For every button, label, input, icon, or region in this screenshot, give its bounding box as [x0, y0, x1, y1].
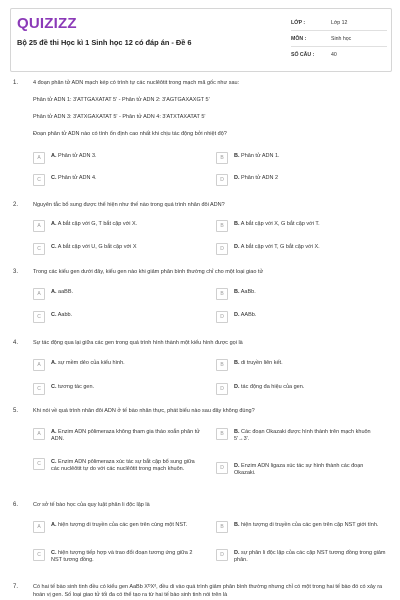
- question-text: Trong các kiểu gen dưới đây, kiểu gen nào khi giảm phân bình thường chỉ cho một loại giao tử: [33, 269, 264, 275]
- meta-count-value: 40: [331, 51, 337, 58]
- meta-subject-label: MÔN :: [291, 35, 307, 42]
- option-letter-box: A: [33, 428, 45, 440]
- option-letter-box: D: [216, 383, 228, 395]
- option-key: B.: [234, 522, 240, 528]
- option-d[interactable]: [216, 310, 386, 323]
- option-text: Các đoạn Okazaki được hình thành trên mạch khuôn 5'→3'.: [234, 429, 371, 442]
- option-letter-box: B: [216, 359, 228, 371]
- option-text: Phân tử ADN 4.: [58, 175, 97, 181]
- option-key: D.: [234, 384, 240, 390]
- option-a[interactable]: [33, 520, 203, 542]
- option-d[interactable]: [216, 242, 386, 255]
- option-text: AABb.: [240, 312, 257, 318]
- option-a[interactable]: [33, 358, 203, 371]
- option-a[interactable]: [33, 219, 203, 232]
- option-letter-box: B: [216, 220, 228, 232]
- worksheet-meta: [291, 15, 387, 62]
- option-b[interactable]: [216, 219, 386, 232]
- question-line: Phân tử ADN 3: 3'ATXGAXATAT 5' - Phân tử ADN 4: 3'ATXTAXATAT 5': [33, 114, 206, 120]
- option-letter-box: C: [33, 458, 45, 470]
- option-d[interactable]: [216, 173, 386, 186]
- option-letter-box: C: [33, 243, 45, 255]
- question-number: 1.: [13, 80, 19, 86]
- option-text: Enzim ADN pôlimeraza xúc tác sự bắt cặp bổ sung giữa các nuclêôtit tự do với các nuclêôtit trong mạch khuôn.: [51, 459, 195, 472]
- option-letter-box: B: [216, 152, 228, 164]
- question-number: 2.: [13, 202, 19, 208]
- question-number: 7.: [13, 584, 19, 590]
- option-key: C.: [51, 550, 57, 556]
- option-text: tương tác gen.: [58, 384, 95, 390]
- option-key: B.: [234, 289, 240, 295]
- option-a[interactable]: [33, 151, 203, 164]
- question-line: Phân tử ADN 1: 3'ATTGAXATAT 5' - Phân tử ADN 2: 3'AGTGAXAXGT 5': [33, 97, 210, 103]
- option-letter-box: D: [216, 243, 228, 255]
- option-text: Phân tử ADN 3.: [58, 153, 97, 159]
- option-b[interactable]: [216, 427, 386, 449]
- option-key: A.: [51, 289, 57, 295]
- option-letter-box: A: [33, 220, 45, 232]
- option-letter-box: D: [216, 549, 228, 561]
- option-d[interactable]: [216, 461, 386, 483]
- option-b[interactable]: [216, 287, 386, 300]
- option-key: C.: [51, 459, 57, 465]
- question-number: 4.: [13, 340, 19, 346]
- option-b[interactable]: [216, 520, 386, 542]
- option-text: tác động đa hiệu của gen.: [241, 384, 305, 390]
- question-text: 4 đoạn phân tử ADN mạch kép có trình tự các nuclêôtit trong mạch mã gốc như sau:: [33, 80, 240, 86]
- meta-class-row: [291, 15, 387, 31]
- option-text: Aabb.: [57, 312, 73, 318]
- option-text: A bắt cặp với G, T bắt cặp với X.: [57, 221, 138, 227]
- option-text: A bắt cặp với U, G bắt cặp với X: [57, 244, 137, 250]
- option-b[interactable]: [216, 358, 386, 371]
- meta-count-label: SỐ CÂU :: [291, 51, 315, 58]
- question-number: 6.: [13, 502, 19, 508]
- option-letter-box: A: [33, 359, 45, 371]
- option-key: B.: [234, 153, 240, 159]
- option-key: B.: [234, 429, 240, 435]
- question-text: Sự tác động qua lại giữa các gen trong quá trình hình thành một kiểu hình được gọi là: [33, 340, 243, 346]
- option-key: A.: [51, 522, 57, 528]
- option-c[interactable]: [33, 382, 203, 395]
- option-text: sự mềm dẻo của kiểu hình.: [58, 360, 125, 366]
- question-text: Nguyên tắc bổ sung được thể hiện như thế nào trong quá trình nhân đôi ADN?: [33, 202, 225, 208]
- option-text: Phân tử ADN 1.: [241, 153, 280, 159]
- option-key: C.: [51, 312, 57, 318]
- option-key: D.: [234, 463, 240, 469]
- quizizz-logo: QUIZIZZ: [17, 15, 77, 32]
- option-text: hiện tượng di truyền của các gen trên cặp NST giới tính.: [241, 522, 379, 528]
- option-letter-box: C: [33, 549, 45, 561]
- option-key: D.: [234, 175, 240, 181]
- question-text: Có hai tế bào sinh tinh đều có kiểu gen AaBb XᴰXᵈ, đều di vào quá trình giảm phân bình thường nhưng chỉ có một trong hai tế bào đó có xảy ra hoán vị gen. Số loại giao tử tối đa có thể tạo ra từ hai tế bào sinh tinh nói trên là: [33, 584, 383, 598]
- meta-class-label: LỚP :: [291, 19, 306, 26]
- option-d[interactable]: [216, 382, 386, 395]
- option-letter-box: D: [216, 174, 228, 186]
- option-text: Enzim ADN ligaza xúc tác sự hình thành các đoạn Okazaki.: [234, 463, 364, 476]
- option-letter-box: A: [33, 521, 45, 533]
- option-key: D.: [234, 550, 240, 556]
- worksheet-header: [10, 8, 392, 72]
- meta-subject-row: [291, 31, 387, 47]
- option-key: A.: [51, 360, 57, 366]
- option-c[interactable]: [33, 242, 203, 255]
- option-key: D.: [234, 244, 240, 250]
- meta-class-value: Lớp 12: [331, 19, 348, 26]
- option-a[interactable]: [33, 287, 203, 300]
- option-key: A.: [51, 153, 57, 159]
- option-d[interactable]: [216, 548, 386, 570]
- option-key: A.: [51, 429, 57, 435]
- option-key: C.: [51, 175, 57, 181]
- option-letter-box: B: [216, 288, 228, 300]
- option-letter-box: C: [33, 383, 45, 395]
- option-key: B.: [234, 360, 240, 366]
- option-key: B.: [234, 221, 240, 227]
- option-b[interactable]: [216, 151, 386, 164]
- option-key: C.: [51, 244, 57, 250]
- option-key: A.: [51, 221, 57, 227]
- option-letter-box: D: [216, 462, 228, 474]
- question-text: Cơ sở tế bào học của quy luật phân li độc lập là: [33, 502, 150, 508]
- option-text: hiện tượng di truyền của các gen trên cùng một NST.: [58, 522, 188, 528]
- option-letter-box: D: [216, 311, 228, 323]
- question-line: Đoạn phân tử ADN nào có tính ổn định cao nhất khi chịu tác động bởi nhiệt độ?: [33, 131, 227, 137]
- option-text: hiện tượng tiếp hợp và trao đổi đoạn tương ứng giữa 2 NST tương đồng.: [51, 550, 193, 563]
- question-number: 5.: [13, 408, 19, 414]
- worksheet-title: Bộ 25 đề thi Học kì 1 Sinh học 12 có đáp án - Đề 6: [17, 38, 192, 47]
- option-text: A bắt cặp với T, G bắt cặp với X.: [240, 244, 320, 250]
- option-c[interactable]: [33, 310, 203, 323]
- option-a[interactable]: [33, 427, 203, 449]
- option-letter-box: C: [33, 311, 45, 323]
- option-letter-box: B: [216, 428, 228, 440]
- option-key: D.: [234, 312, 240, 318]
- meta-count-row: [291, 47, 387, 62]
- option-text: AaBb.: [240, 289, 256, 295]
- option-c[interactable]: [33, 457, 203, 485]
- option-key: C.: [51, 384, 57, 390]
- option-text: di truyền liên kết.: [241, 360, 283, 366]
- question-text: Khi nói về quá trình nhân đôi ADN ở tế bào nhân thực, phát biểu nào sau đây không đúng?: [33, 408, 255, 414]
- option-c[interactable]: [33, 548, 203, 570]
- option-letter-box: C: [33, 174, 45, 186]
- option-text: Enzim ADN pôlimeraza không tham gia tháo xoắn phân tử ADN.: [51, 429, 200, 442]
- option-text: Phân tử ADN 2: [241, 175, 279, 181]
- option-text: A bắt cặp với X, G bắt cặp với T.: [240, 221, 320, 227]
- option-letter-box: B: [216, 521, 228, 533]
- option-c[interactable]: [33, 173, 203, 186]
- option-letter-box: A: [33, 288, 45, 300]
- meta-subject-value: Sinh học: [331, 35, 352, 42]
- option-letter-box: A: [33, 152, 45, 164]
- option-text: sự phân li độc lập của các cặp NST tương đồng trong giảm phân.: [234, 550, 386, 563]
- option-text: aaBB.: [58, 289, 74, 295]
- question-number: 3.: [13, 269, 19, 275]
